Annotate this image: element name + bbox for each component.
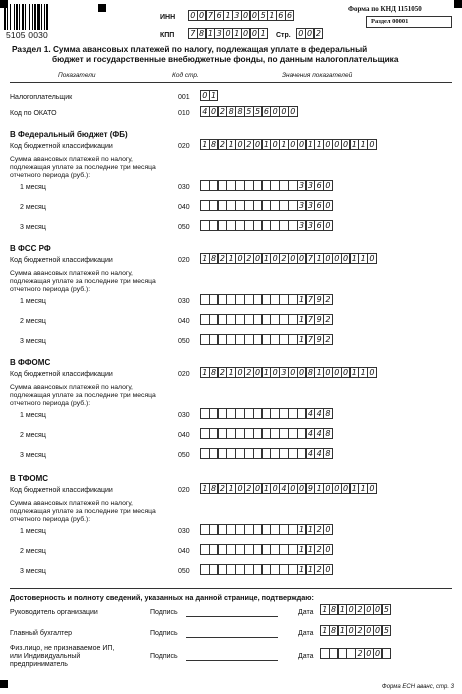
char-cell[interactable]: 8 — [209, 139, 219, 150]
section-0-month-3-code: 050 — [178, 224, 190, 231]
individual-sign-label: Подпись — [150, 653, 178, 660]
char-cell[interactable]: 0 — [373, 625, 383, 636]
char-cell[interactable]: 0 — [373, 648, 383, 659]
director-label: Руководитель организации — [10, 609, 98, 616]
section-2-month-3-code: 050 — [178, 452, 190, 459]
char-cell[interactable]: 1 — [200, 253, 210, 264]
char-cell[interactable]: 0 — [341, 253, 351, 264]
page-cells — [296, 28, 322, 39]
char-cell[interactable]: 1 — [200, 367, 210, 378]
header-divider — [10, 82, 452, 83]
char-cell[interactable]: 3 — [232, 10, 242, 21]
section-1-month-2-cells — [200, 314, 332, 325]
amount-cell[interactable]: 0 — [323, 524, 333, 535]
section-2-month-3-label: 3 месяц — [20, 452, 46, 459]
char-cell[interactable]: 0 — [323, 139, 333, 150]
char-cell[interactable]: 0 — [235, 367, 245, 378]
char-cell[interactable]: 0 — [250, 28, 260, 39]
char-cell[interactable]: 0 — [367, 139, 377, 150]
individual-date-label: Дата — [298, 653, 314, 660]
section-badge — [366, 16, 452, 28]
section-3-kbk-cells — [200, 483, 376, 494]
char-cell[interactable]: 0 — [241, 10, 251, 21]
char-cell[interactable]: 2 — [355, 625, 365, 636]
barcode-number: 5105 0030 — [6, 30, 48, 40]
char-cell[interactable]: 0 — [305, 28, 315, 39]
okato-code: 010 — [178, 110, 190, 117]
char-cell[interactable]: 0 — [270, 139, 280, 150]
char-cell[interactable]: 2 — [314, 28, 324, 39]
char-cell[interactable]: 1 — [320, 604, 330, 615]
char-cell[interactable]: 1 — [314, 253, 324, 264]
amount-cell[interactable]: 0 — [323, 564, 333, 575]
char-cell[interactable]: 1 — [338, 625, 348, 636]
section-0-month-3-cells — [200, 220, 332, 231]
char-cell[interactable]: 2 — [355, 604, 365, 615]
amount-cell[interactable]: 4 — [314, 448, 324, 459]
char-cell[interactable]: 1 — [314, 483, 324, 494]
char-cell[interactable]: 0 — [279, 106, 289, 117]
char-cell[interactable]: 2 — [244, 367, 254, 378]
amount-cell[interactable]: 2 — [323, 334, 333, 345]
char-cell[interactable]: 0 — [253, 139, 263, 150]
director-date-label: Дата — [298, 609, 314, 616]
char-cell[interactable]: 5 — [258, 10, 268, 21]
char-cell[interactable]: 1 — [320, 625, 330, 636]
char-cell[interactable]: 0 — [341, 139, 351, 150]
amount-cell[interactable]: 0 — [323, 200, 333, 211]
char-cell[interactable]: 5 — [382, 625, 392, 636]
section-0-kbk-code: 020 — [178, 143, 190, 150]
amount-cell[interactable]: 2 — [314, 544, 324, 555]
char-cell[interactable]: 0 — [332, 483, 342, 494]
page-footer: Форма ЕСН аванс, стр. 3 — [381, 684, 454, 690]
char-cell[interactable]: 0 — [367, 253, 377, 264]
char-cell[interactable]: 1 — [226, 253, 236, 264]
individual-date-cells — [320, 648, 390, 659]
accountant-sign-line[interactable] — [186, 637, 278, 638]
section-1-month-2-code: 040 — [178, 318, 190, 325]
section-0-month-2-label: 2 месяц — [20, 204, 46, 211]
registration-mark-top-mid — [98, 4, 106, 12]
section-0-month-2-cells — [200, 200, 332, 211]
section-0-month-1-code: 030 — [178, 184, 190, 191]
char-cell[interactable]: 0 — [288, 253, 298, 264]
char-cell[interactable]: 8 — [329, 625, 339, 636]
char-cell[interactable]: 0 — [288, 139, 298, 150]
amount-cell[interactable]: 8 — [323, 448, 333, 459]
char-cell[interactable]: 1 — [258, 28, 268, 39]
char-cell[interactable]: 0 — [297, 253, 307, 264]
char-cell[interactable]: 2 — [218, 139, 228, 150]
char-cell[interactable]: 5 — [382, 604, 392, 615]
amount-cell[interactable]: 2 — [314, 564, 324, 575]
section-badge-text: Раздел 00001 — [371, 18, 409, 25]
char-cell[interactable]: 1 — [226, 367, 236, 378]
char-cell[interactable]: 6 — [285, 10, 295, 21]
section-3-month-3-label: 3 месяц — [20, 568, 46, 575]
amount-cell[interactable]: 0 — [323, 544, 333, 555]
char-cell[interactable]: 1 — [306, 139, 316, 150]
section-1-kbk-label: Код бюджетной классификации — [10, 257, 113, 264]
char-cell[interactable]: 6 — [276, 10, 286, 21]
char-cell[interactable]: 9 — [306, 483, 316, 494]
char-cell[interactable]: 8 — [306, 367, 316, 378]
section-2-month-1-label: 1 месяц — [20, 412, 46, 419]
individual-label-3: предприниматель — [10, 661, 68, 668]
section-0-month-3-label: 3 месяц — [20, 224, 46, 231]
char-cell[interactable]: 0 — [323, 367, 333, 378]
char-cell[interactable]: 2 — [218, 253, 228, 264]
section-1-kbk-code: 020 — [178, 257, 190, 264]
okato-cells — [200, 106, 297, 117]
amount-cell[interactable]: 3 — [297, 200, 307, 211]
char-cell[interactable]: 0 — [270, 253, 280, 264]
char-cell[interactable]: 1 — [200, 139, 210, 150]
char-cell[interactable]: 0 — [235, 253, 245, 264]
amount-cell[interactable]: 6 — [314, 200, 324, 211]
amount-cell[interactable]: 0 — [323, 220, 333, 231]
char-cell[interactable]: 8 — [226, 106, 236, 117]
amount-cell[interactable]: 3 — [297, 180, 307, 191]
section-3-kbk-label: Код бюджетной классификации — [10, 487, 113, 494]
section-0-kbk-cells — [200, 139, 376, 150]
accountant-date-label: Дата — [298, 630, 314, 637]
char-cell[interactable]: 1 — [314, 367, 324, 378]
char-cell[interactable] — [382, 648, 392, 659]
section-2-month-3-cells — [200, 448, 332, 459]
section-2-month-2-cells — [200, 428, 332, 439]
char-cell[interactable]: 0 — [296, 28, 306, 39]
char-cell[interactable]: 8 — [197, 28, 207, 39]
char-cell[interactable]: 0 — [270, 106, 280, 117]
char-cell[interactable]: 0 — [332, 367, 342, 378]
section-2-month-1-cells — [200, 408, 332, 419]
char-cell[interactable]: 1 — [358, 139, 368, 150]
section-1-month-1-label: 1 месяц — [20, 298, 46, 305]
individual-label-1: Физ.лицо, не признаваемое ИП, — [10, 645, 115, 652]
director-date-cells — [320, 604, 390, 615]
section-0-title: В Федеральный бюджет (ФБ) — [10, 130, 128, 139]
char-cell[interactable]: 0 — [364, 625, 374, 636]
section-2-kbk-label: Код бюджетной классификации — [10, 371, 113, 378]
okato-label: Код по ОКАТО — [10, 110, 57, 117]
char-cell[interactable]: 0 — [200, 90, 210, 101]
char-cell[interactable]: 2 — [218, 106, 228, 117]
char-cell[interactable]: 1 — [338, 604, 348, 615]
char-cell[interactable]: 1 — [209, 90, 219, 101]
char-cell[interactable]: 0 — [323, 483, 333, 494]
amount-cell[interactable]: 2 — [323, 294, 333, 305]
amount-cell[interactable]: 4 — [314, 428, 324, 439]
section-1-month-2-label: 2 месяц — [20, 318, 46, 325]
section-2-kbk-code: 020 — [178, 371, 190, 378]
char-cell[interactable]: 0 — [364, 648, 374, 659]
amount-cell[interactable]: 4 — [306, 448, 316, 459]
col-values: Значения показателей — [282, 72, 353, 79]
form-code: Форма по КНД 1151050 — [348, 5, 422, 13]
char-cell[interactable]: 1 — [226, 483, 236, 494]
char-cell[interactable]: 2 — [355, 648, 365, 659]
amount-cell[interactable]: 3 — [297, 220, 307, 231]
individual-sign-line[interactable] — [186, 660, 278, 661]
section-1-month-3-code: 050 — [178, 338, 190, 345]
section-3-month-3-cells — [200, 564, 332, 575]
amount-cell[interactable]: 1 — [297, 314, 307, 325]
amount-cell[interactable]: 6 — [314, 180, 324, 191]
amount-cell[interactable]: 6 — [314, 220, 324, 231]
kpp-cells — [188, 28, 267, 39]
char-cell[interactable]: 2 — [244, 483, 254, 494]
char-cell[interactable]: 0 — [346, 604, 356, 615]
section-0-month-2-code: 040 — [178, 204, 190, 211]
char-cell[interactable]: 8 — [235, 106, 245, 117]
char-cell[interactable]: 4 — [200, 106, 210, 117]
char-cell[interactable]: 1 — [358, 253, 368, 264]
amount-cell[interactable]: 3 — [306, 180, 316, 191]
section-3-month-1-label: 1 месяц — [20, 528, 46, 535]
char-cell[interactable]: 1 — [267, 10, 277, 21]
amount-cell[interactable]: 3 — [306, 220, 316, 231]
char-cell[interactable]: 5 — [244, 106, 254, 117]
char-cell[interactable]: 1 — [200, 483, 210, 494]
char-cell[interactable]: 0 — [223, 28, 233, 39]
amount-cell[interactable]: 1 — [306, 544, 316, 555]
amount-cell[interactable]: 2 — [323, 314, 333, 325]
amount-cell[interactable]: 9 — [314, 334, 324, 345]
accountant-date-cells — [320, 625, 390, 636]
char-cell[interactable]: 0 — [297, 483, 307, 494]
section-title-line2: бюджет и государственные внебюджетные фонды, по данным налогоплательщика — [52, 54, 399, 64]
section-1-month-1-code: 030 — [178, 298, 190, 305]
char-cell[interactable]: 1 — [350, 367, 360, 378]
section-2-month-2-label: 2 месяц — [20, 432, 46, 439]
char-cell[interactable]: 1 — [350, 139, 360, 150]
confirm-divider — [10, 588, 452, 589]
char-cell[interactable]: 1 — [350, 483, 360, 494]
char-cell[interactable]: 0 — [323, 253, 333, 264]
section-title-line1: Раздел 1. Сумма авансовых платежей по налогу, подлежащая уплате в федеральный — [12, 44, 368, 54]
inn-label: ИНН — [160, 14, 176, 21]
char-cell[interactable]: 6 — [214, 10, 224, 21]
section-1-month-3-cells — [200, 334, 332, 345]
section-1-kbk-cells — [200, 253, 376, 264]
char-cell[interactable]: 0 — [332, 253, 342, 264]
char-cell[interactable]: 1 — [358, 367, 368, 378]
char-cell[interactable]: 1 — [206, 28, 216, 39]
registration-mark-bottom-left — [0, 680, 8, 688]
char-cell[interactable]: 0 — [241, 28, 251, 39]
section-2-month-1-code: 030 — [178, 412, 190, 419]
section-3-month-2-code: 040 — [178, 548, 190, 555]
amount-cell[interactable]: 0 — [323, 180, 333, 191]
taxpayer-code: 001 — [178, 94, 190, 101]
section-3-kbk-code: 020 — [178, 487, 190, 494]
char-cell[interactable]: 7 — [206, 10, 216, 21]
individual-label-2: или Индивидуальный — [10, 653, 81, 660]
char-cell[interactable]: 0 — [270, 367, 280, 378]
char-cell[interactable]: 0 — [209, 106, 219, 117]
char-cell[interactable]: 0 — [341, 367, 351, 378]
director-sign-line[interactable] — [186, 616, 278, 617]
char-cell[interactable]: 4 — [279, 483, 289, 494]
char-cell[interactable]: 0 — [253, 483, 263, 494]
char-cell[interactable]: 0 — [235, 139, 245, 150]
char-cell[interactable]: 0 — [364, 604, 374, 615]
char-cell[interactable]: 0 — [253, 253, 263, 264]
amount-cell[interactable]: 4 — [306, 428, 316, 439]
char-cell[interactable]: 1 — [262, 367, 272, 378]
char-cell[interactable]: 7 — [306, 253, 316, 264]
amount-cell[interactable]: 1 — [306, 564, 316, 575]
section-3-month-1-code: 030 — [178, 528, 190, 535]
char-cell[interactable]: 0 — [235, 483, 245, 494]
amount-cell[interactable]: 7 — [306, 294, 316, 305]
amount-cell[interactable]: 1 — [297, 294, 307, 305]
kpp-label: КПП — [160, 32, 175, 39]
char-cell[interactable]: 8 — [329, 604, 339, 615]
registration-mark-top-right — [454, 0, 462, 8]
char-cell[interactable]: 0 — [253, 367, 263, 378]
char-cell[interactable]: 2 — [279, 253, 289, 264]
char-cell[interactable]: 1 — [262, 483, 272, 494]
amount-cell[interactable]: 7 — [306, 334, 316, 345]
director-sign-label: Подпись — [150, 609, 178, 616]
char-cell[interactable]: 1 — [262, 139, 272, 150]
char-cell[interactable]: 8 — [209, 253, 219, 264]
char-cell[interactable]: 0 — [332, 139, 342, 150]
char-cell[interactable]: 0 — [367, 367, 377, 378]
char-cell[interactable]: 0 — [297, 367, 307, 378]
amount-cell[interactable]: 2 — [314, 524, 324, 535]
char-cell[interactable]: 1 — [232, 28, 242, 39]
char-cell[interactable]: 0 — [288, 367, 298, 378]
char-cell[interactable]: 2 — [244, 253, 254, 264]
inn-cells — [188, 10, 294, 21]
page-label: Стр. — [276, 32, 291, 39]
char-cell[interactable]: 1 — [358, 483, 368, 494]
char-cell[interactable]: 6 — [262, 106, 272, 117]
section-0-sum-desc: Сумма авансовых платежей по налогу, подлежащая уплате за последние три месяца отчетного периода (руб.): — [10, 156, 156, 179]
amount-cell[interactable]: 7 — [306, 314, 316, 325]
amount-cell[interactable]: 8 — [323, 428, 333, 439]
char-cell[interactable]: 0 — [288, 106, 298, 117]
section-1-sum-desc: Сумма авансовых платежей по налогу, подлежащая уплате за последние три месяца отчетного периода (руб.): — [10, 270, 156, 293]
char-cell[interactable]: 0 — [373, 604, 383, 615]
section-2-month-2-code: 040 — [178, 432, 190, 439]
section-0-kbk-label: Код бюджетной классификации — [10, 143, 113, 150]
char-cell[interactable]: 1 — [226, 139, 236, 150]
char-cell[interactable]: 0 — [270, 483, 280, 494]
char-cell[interactable]: 1 — [223, 10, 233, 21]
char-cell[interactable]: 0 — [250, 10, 260, 21]
char-cell[interactable]: 7 — [188, 28, 198, 39]
taxpayer-cells — [200, 90, 218, 101]
section-3-month-1-cells — [200, 524, 332, 535]
char-cell[interactable]: 5 — [253, 106, 263, 117]
amount-cell[interactable]: 1 — [297, 334, 307, 345]
section-2-title: В ФФОМС — [10, 358, 51, 367]
confirm-heading: Достоверность и полноту сведений, указанных на данной странице, подтверждаю: — [10, 593, 314, 602]
section-3-title: В ТФОМС — [10, 474, 49, 483]
char-cell[interactable]: 2 — [218, 367, 228, 378]
char-cell[interactable]: 8 — [209, 483, 219, 494]
char-cell[interactable]: 1 — [262, 253, 272, 264]
char-cell[interactable]: 1 — [279, 139, 289, 150]
char-cell[interactable]: 0 — [188, 10, 198, 21]
amount-cell[interactable]: 1 — [297, 524, 307, 535]
section-3-month-2-label: 2 месяц — [20, 548, 46, 555]
section-2-kbk-cells — [200, 367, 376, 378]
taxpayer-label: Налогоплательщик — [10, 94, 73, 101]
char-cell[interactable]: 0 — [288, 483, 298, 494]
char-cell[interactable]: 8 — [209, 367, 219, 378]
section-0-month-1-cells — [200, 180, 332, 191]
amount-cell[interactable]: 4 — [314, 408, 324, 419]
amount-cell[interactable]: 8 — [323, 408, 333, 419]
char-cell[interactable]: 0 — [197, 10, 207, 21]
amount-cell[interactable]: 1 — [297, 564, 307, 575]
section-0-month-1-label: 1 месяц — [20, 184, 46, 191]
section-3-month-3-code: 050 — [178, 568, 190, 575]
amount-cell[interactable]: 1 — [306, 524, 316, 535]
amount-cell[interactable]: 3 — [306, 200, 316, 211]
section-1-month-1-cells — [200, 294, 332, 305]
accountant-label: Главный бухгалтер — [10, 630, 72, 637]
section-2-sum-desc: Сумма авансовых платежей по налогу, подлежащая уплате за последние три месяца отчетного периода (руб.): — [10, 384, 156, 407]
char-cell[interactable]: 2 — [244, 139, 254, 150]
amount-cell[interactable]: 9 — [314, 314, 324, 325]
accountant-sign-label: Подпись — [150, 630, 178, 637]
amount-cell[interactable]: 9 — [314, 294, 324, 305]
amount-cell[interactable]: 1 — [297, 544, 307, 555]
char-cell[interactable]: 0 — [367, 483, 377, 494]
section-3-sum-desc: Сумма авансовых платежей по налогу, подлежащая уплате за последние три месяца отчетного периода (руб.): — [10, 500, 156, 523]
char-cell[interactable]: 1 — [314, 139, 324, 150]
section-1-title: В ФСС РФ — [10, 244, 51, 253]
char-cell[interactable]: 0 — [346, 625, 356, 636]
col-line-code: Код стр. — [172, 72, 199, 79]
section-1-month-3-label: 3 месяц — [20, 338, 46, 345]
char-cell[interactable]: 2 — [218, 483, 228, 494]
section-3-month-2-cells — [200, 544, 332, 555]
col-indicators: Показатели — [58, 72, 96, 79]
char-cell[interactable]: 3 — [214, 28, 224, 39]
char-cell[interactable]: 3 — [279, 367, 289, 378]
char-cell[interactable]: 0 — [297, 139, 307, 150]
section-title — [12, 44, 452, 64]
amount-cell[interactable]: 4 — [306, 408, 316, 419]
char-cell[interactable]: 0 — [341, 483, 351, 494]
char-cell[interactable]: 1 — [350, 253, 360, 264]
barcode — [4, 4, 64, 30]
